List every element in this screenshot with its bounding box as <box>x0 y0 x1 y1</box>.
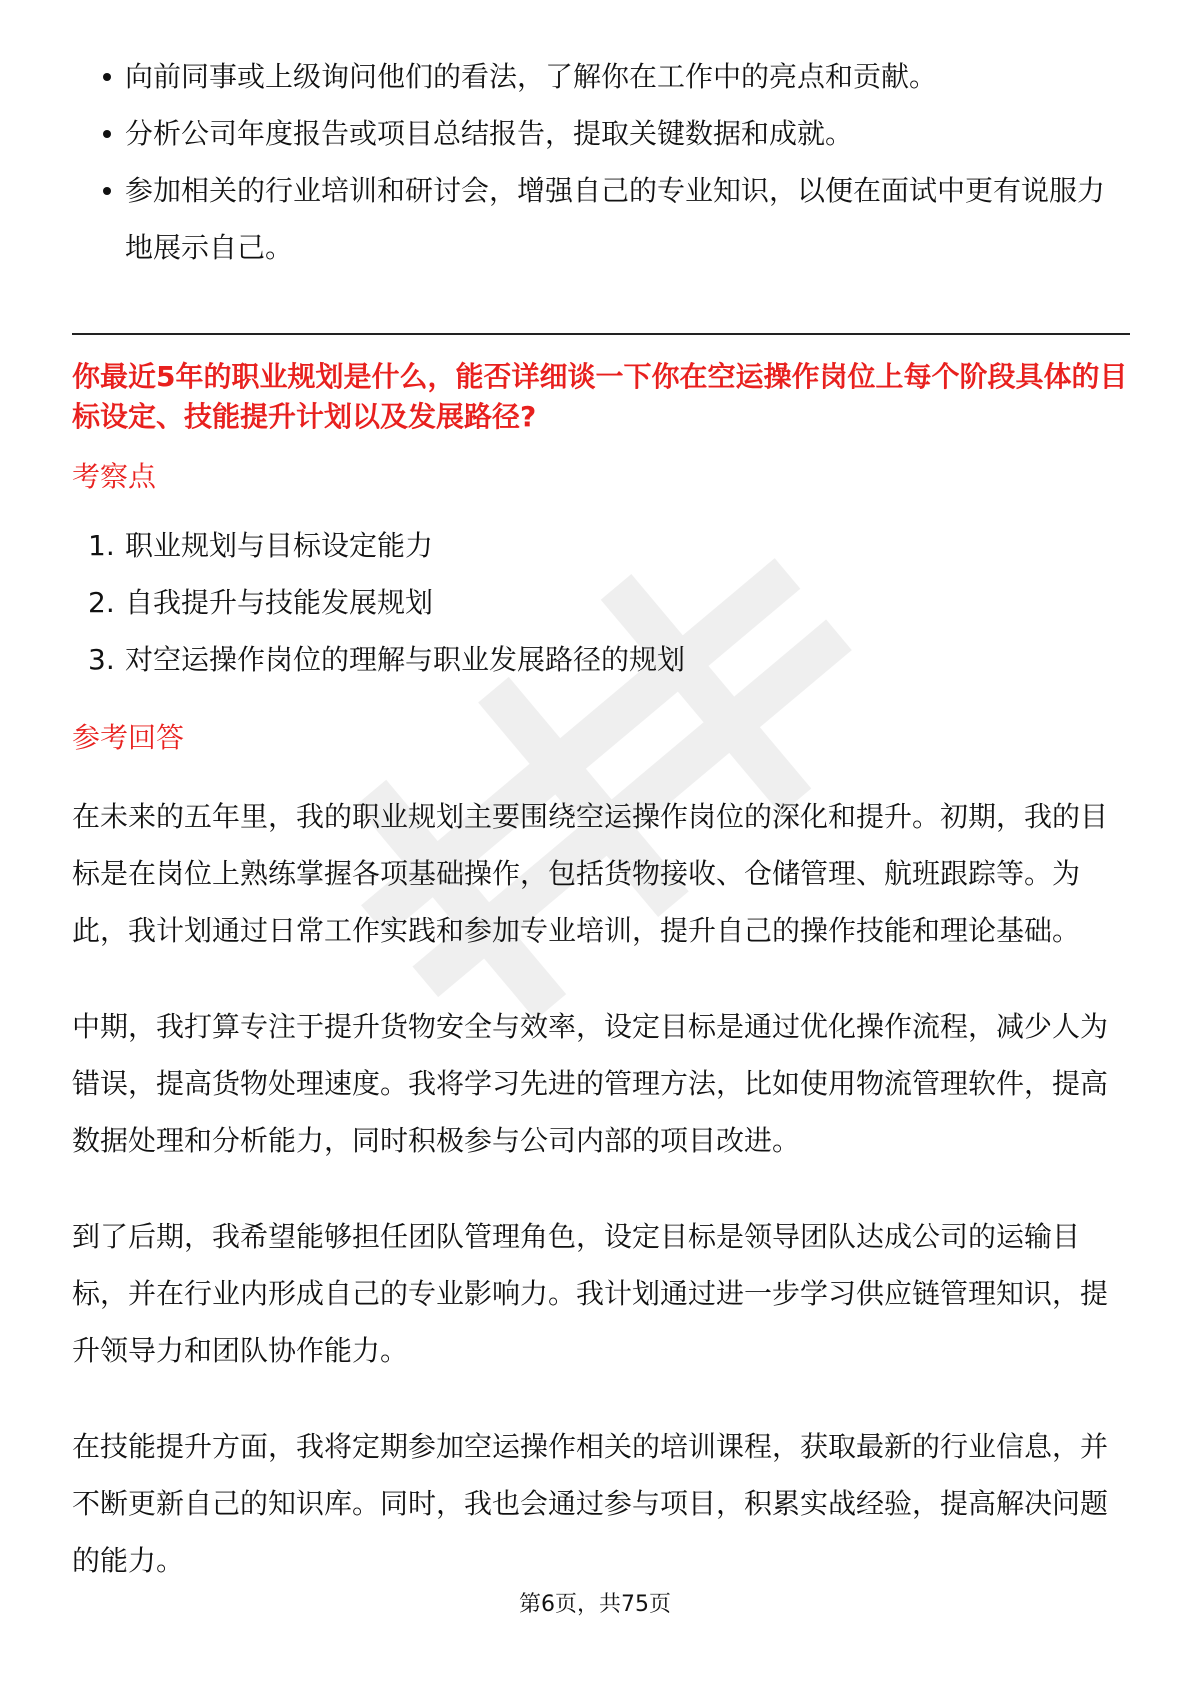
answer-paragraph: 中期，我打算专注于提升货物安全与效率，设定目标是通过优化操作流程，减少人为错误，提高货物处理速度。我将学习先进的管理方法，比如使用物流管理软件，提高数据处理和分析能力，同时积极参与公司内部的项目改进。 <box>72 1010 1109 1157</box>
assessment-heading: 考察点 <box>72 460 157 493</box>
answer-heading: 参考回答 <box>72 721 185 754</box>
answer-paragraph: 在技能提升方面，我将定期参加空运操作相关的培训课程，获取最新的行业信息，并不断更新自己的知识库。同时，我也会通过参与项目，积累实战经验，提高解决问题的能力。 <box>72 1430 1109 1577</box>
list-number: 2. <box>88 586 115 619</box>
tips-bullet-list <box>72 48 1130 276</box>
list-item: 分析公司年度报告或项目总结报告，提取关键数据和成就。 <box>72 105 1130 162</box>
list-item: 向前同事或上级询问他们的看法，了解你在工作中的亮点和贡献。 <box>72 48 1130 105</box>
list-item <box>72 574 1130 631</box>
assessment-points-list <box>72 517 1130 688</box>
list-item-text: 对空运操作岗位的理解与职业发展路径的规划 <box>125 643 686 676</box>
section-divider <box>72 333 1130 335</box>
list-item: 参加相关的行业培训和研讨会，增强自己的专业知识，以便在面试中更有说服力地展示自己。 <box>72 162 1130 276</box>
list-item <box>72 517 1130 574</box>
list-item <box>72 631 1130 688</box>
list-number: 3. <box>88 643 115 676</box>
document-page <box>72 48 1130 1589</box>
page-number: 第6页，共75页 <box>519 1592 671 1617</box>
list-number: 1. <box>88 529 115 562</box>
list-item-text: 职业规划与目标设定能力 <box>125 529 434 562</box>
answer-paragraph: 到了后期，我希望能够担任团队管理角色，设定目标是领导团队达成公司的运输目标，并在行业内形成自己的专业影响力。我计划通过进一步学习供应链管理知识，提升领导力和团队协作能力。 <box>72 1220 1109 1367</box>
interview-question: 你最近5年的职业规划是什么，能否详细谈一下你在空运操作岗位上每个阶段具体的目标设定、技能提升计划以及发展路径? <box>72 360 1128 433</box>
answer-paragraph: 在未来的五年里，我的职业规划主要围绕空运操作岗位的深化和提升。初期，我的目标是在岗位上熟练掌握各项基础操作，包括货物接收、仓储管理、航班跟踪等。为此，我计划通过日常工作实践和参加专业培训，提升自己的操作技能和理论基础。 <box>72 800 1109 947</box>
list-item-text: 自我提升与技能发展规划 <box>125 586 434 619</box>
